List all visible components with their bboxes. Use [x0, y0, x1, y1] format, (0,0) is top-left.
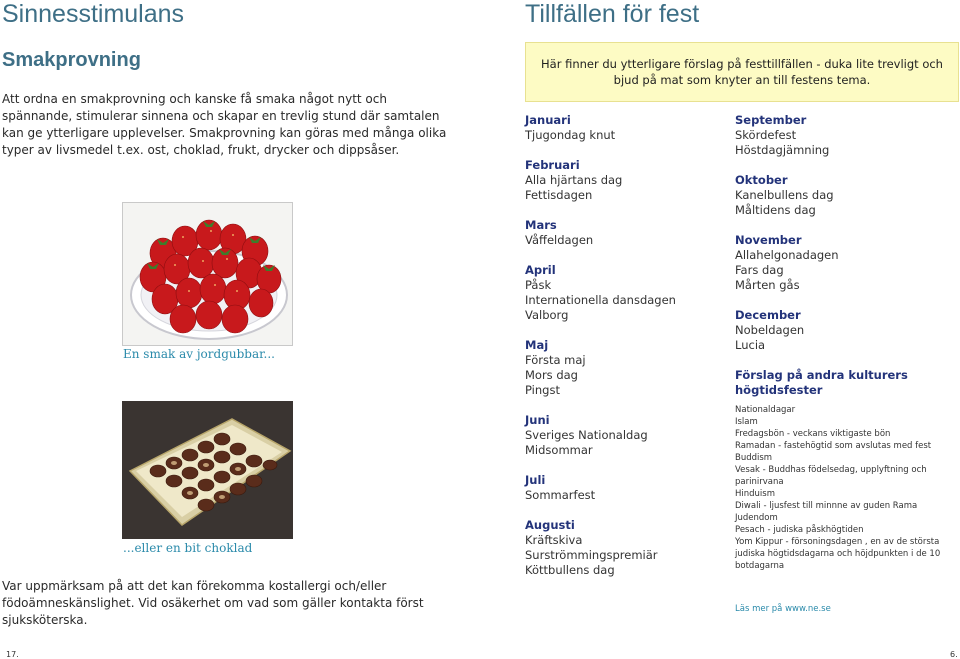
- event-item: Våffeldagen: [525, 233, 594, 247]
- list-item: Pesach - judiska påskhögtiden: [735, 525, 864, 535]
- event-item: Lucia: [735, 338, 766, 352]
- list-item: Fredagsbön - veckans viktigaste bön: [735, 429, 891, 439]
- month-name: Maj: [525, 338, 549, 352]
- strawberries-caption: En smak av jordgubbar...: [123, 347, 275, 361]
- event-item: Alla hjärtans dag: [525, 173, 623, 187]
- strawberries-photo: [122, 202, 293, 346]
- event-item: Fettisdagen: [525, 188, 593, 202]
- event-item: Nobeldagen: [735, 323, 805, 337]
- page-number-right: 6.: [950, 650, 958, 659]
- month-block: [525, 518, 725, 578]
- event-item: Mårten gås: [735, 278, 800, 292]
- event-item: Tjugondag knut: [525, 128, 616, 142]
- event-item: Mors dag: [525, 368, 578, 382]
- event-item: Höstdagjämning: [735, 143, 830, 157]
- page-number-left: 17.: [6, 650, 19, 659]
- month-block: [735, 233, 955, 293]
- month-name: November: [735, 233, 802, 247]
- other-cultures-heading: Förslag på andra kulturers högtidsfester: [735, 368, 908, 397]
- section-heading: Smakprovning: [2, 49, 141, 71]
- event-item: Kanelbullens dag: [735, 188, 834, 202]
- list-item: Islam: [735, 417, 758, 427]
- event-item: Sommarfest: [525, 488, 596, 502]
- event-item: Måltidens dag: [735, 203, 816, 217]
- list-item: Vesak - Buddhas födelsedag, upplyftning och parinirvana: [735, 465, 927, 487]
- page-title-right: Tillfällen för fest: [525, 0, 700, 28]
- info-highlight-text: Här finner du ytterligare förslag på festtillfällen - duka lite trevligt och bjud på mat som knyter an till festens tema.: [541, 57, 943, 87]
- month-name: Mars: [525, 218, 557, 232]
- months-column-1: [525, 113, 725, 593]
- event-item: Internationella dansdagen: [525, 293, 676, 307]
- month-name: Januari: [525, 113, 571, 127]
- event-item: Surströmmingspremiär: [525, 548, 658, 562]
- event-item: Påsk: [525, 278, 552, 292]
- month-block: [525, 218, 725, 248]
- event-item: Första maj: [525, 353, 586, 367]
- list-item: Buddism: [735, 453, 773, 463]
- other-cultures-list: [735, 404, 955, 572]
- event-item: Sveriges Nationaldag: [525, 428, 648, 442]
- month-block: [525, 158, 725, 203]
- month-block: [525, 338, 725, 398]
- right-page: [480, 0, 960, 659]
- month-block: [525, 473, 725, 503]
- event-item: Pingst: [525, 383, 560, 397]
- list-item: Ramadan - fastehögtid som avslutas med fest: [735, 441, 932, 451]
- page-title-left: Sinnesstimulans: [2, 0, 185, 28]
- month-block: [525, 413, 725, 458]
- list-item: Judendom: [735, 513, 778, 523]
- event-item: Köttbullens dag: [525, 563, 615, 577]
- months-column-2: [735, 113, 955, 617]
- event-item: Midsommar: [525, 443, 593, 457]
- month-block: [735, 173, 955, 218]
- month-name: Augusti: [525, 518, 575, 532]
- left-page: [0, 0, 470, 659]
- list-item: Diwali - ljusfest till minnne av guden Rama: [735, 501, 918, 511]
- intro-paragraph: Att ordna en smakprovning och kanske få smaka något nytt och spännande, stimulerar sinnena och skapar en trevlig stund där samtalen kan ge ytterligare upplevelser. Smakprovning kan göras med många olika typer av livsmedel t.ex. ost, choklad, frukt, drycker och dippsåser.: [2, 92, 447, 157]
- month-block: [735, 113, 955, 158]
- event-item: Allahelgonadagen: [735, 248, 839, 262]
- month-name: September: [735, 113, 807, 127]
- chocolate-box-photo: [122, 401, 293, 539]
- month-name: December: [735, 308, 801, 322]
- month-name: Juli: [525, 473, 546, 487]
- month-block: [735, 308, 955, 353]
- event-item: Valborg: [525, 308, 569, 322]
- month-name: Juni: [525, 413, 550, 427]
- month-block: [525, 113, 725, 143]
- list-item: Yom Kippur - försoningsdagen , en av de största judiska högtidsdagarna och höjdpunkten i de 10 botdagarna: [735, 537, 941, 571]
- event-item: Fars dag: [735, 263, 784, 277]
- list-item: Nationaldagar: [735, 405, 796, 415]
- event-item: Skördefest: [735, 128, 797, 142]
- event-item: Kräftskiva: [525, 533, 583, 547]
- read-more-link[interactable]: Läs mer på www.ne.se: [735, 604, 831, 614]
- chocolate-caption: ...eller en bit choklad: [123, 541, 253, 555]
- month-block: [525, 263, 725, 323]
- month-name: Februari: [525, 158, 580, 172]
- allergy-warning: Var uppmärksam på att det kan förekomma kostallergi och/eller födoämneskänslighet. Vid osäkerhet om vad som gäller kontakta först sjuksköterska.: [2, 579, 424, 627]
- month-name: April: [525, 263, 556, 277]
- list-item: Hinduism: [735, 489, 775, 499]
- month-name: Oktober: [735, 173, 788, 187]
- info-highlight-box: [525, 42, 959, 102]
